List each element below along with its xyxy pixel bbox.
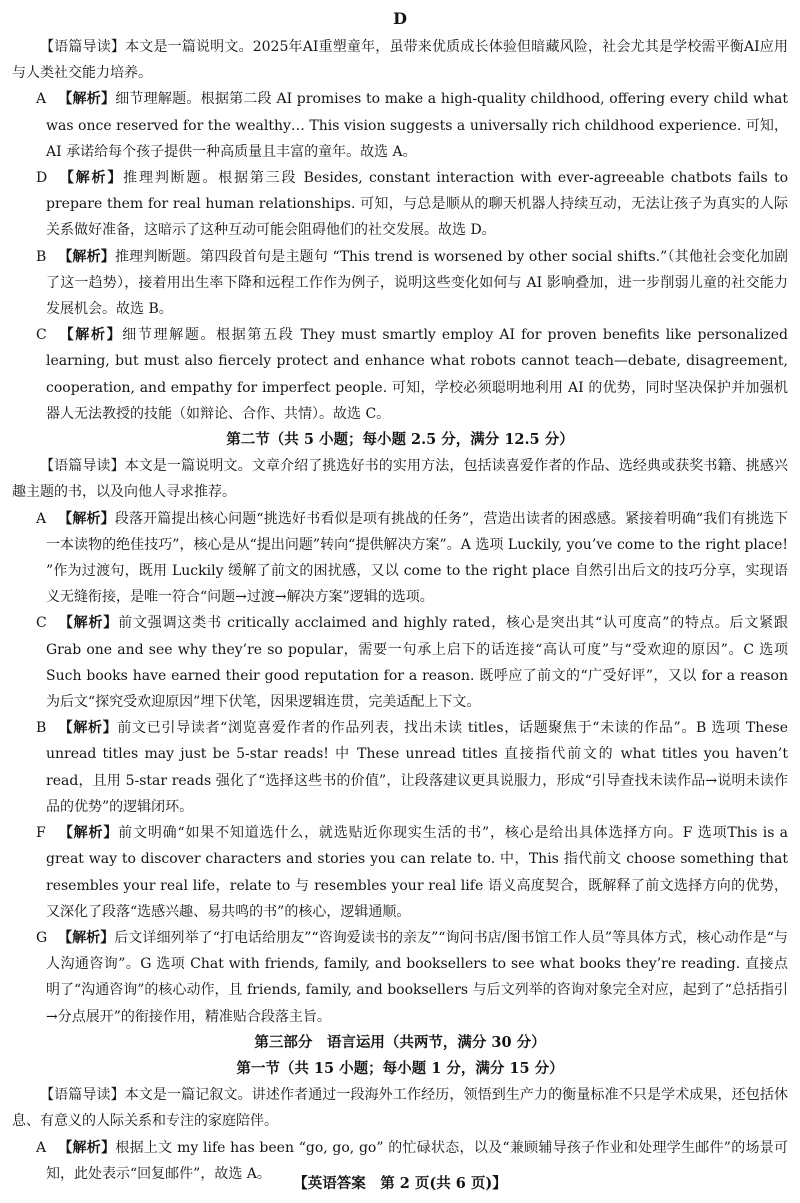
page-footer: 【英语答案 第 2 页(共 6 页)】: [293, 1174, 507, 1192]
item-answer: A: [36, 510, 47, 527]
answer-item-36: [12, 506, 788, 611]
item-tag: 【解析】: [58, 91, 116, 108]
items-s2-list: [12, 506, 788, 1030]
item-tag: 【解析】: [58, 510, 115, 527]
answer-item-40: [12, 925, 788, 1030]
item-answer: G: [36, 929, 48, 946]
section2-heading: 第二节（共 5 小题；每小题 2.5 分，满分 12.5 分）: [226, 431, 574, 449]
item-text: 细节理解题。根据第五段 They must smartly employ AI for proven benefits like personalized learning, but must also fiercely protect and enhance what robots cannot teach—debate, disagreement, cooperation, and empathy for imperfect people. 可知，学校必须聪明地利用 AI 的优势，同时坚决保护并加强机器人无法教授的技能（如辩论、合作、共情）。故选 C。: [46, 327, 789, 422]
answer-item-33: [12, 165, 788, 244]
item-answer: C: [36, 327, 47, 344]
item-tag: 【解析】: [58, 1139, 116, 1156]
item-text: 根据上文 my life has been “go, go, go” 的忙碌状态，以及“兼顾辅导孩子作业和处理学生邮件”的场景可知，此处表示“回复邮件”，故选 A。: [46, 1139, 789, 1182]
item-text: 前文已引导读者“浏览喜爱作者的作品列表，找出未读 titles，话题聚焦于“未读的作品”。B 选项 These unread titles may just be 5-star reads! 中 These unread titles 直接指代前文的 what titles you haven’t read，且用 5-star reads 强化了“选择这些书的价值”，让段落建议更具说服力，形成“引导查找未读作品→说明未读作品的优势”的逻辑闭环。: [46, 720, 789, 815]
item-answer: C: [36, 615, 47, 632]
item-answer: B: [36, 248, 47, 265]
item-text: 段落开篇提出核心问题“挑选好书看似是项有挑战的任务”，营造出读者的困惑感。紧接着明确“我们有挑选下一本读物的绝佳技巧”，核心是从“提出问题”转向“提供解决方案”。A 选项 Luckily, you’ve come to the right place! ”作为过渡句，既用 Luckily 缓解了前文的困扰感，又以 come to the right place 自然引出后文的技巧分享，实现语义无缝衔接，是唯一符合“问题→过渡→解决方案”逻辑的选项。: [46, 510, 788, 606]
item-tag: 【解析】: [58, 825, 119, 842]
part3-section1-heading: 第一节（共 15 小题；每小题 1 分，满分 15 分）: [236, 1059, 564, 1077]
item-number: [12, 1135, 36, 1161]
item-answer: D: [36, 170, 48, 187]
passage-d-intro: 【语篇导读】本文是一篇说明文。2025年AI重塑童年，虽带来优质成长体验但暗藏风险，社会尤其是学校需平衡AI应用与人类社交能力培养。: [12, 39, 788, 82]
item-tag: 【解析】: [58, 170, 124, 187]
item-text: 后文详细列举了“打电话给朋友”“咨询爱读书的亲友”“询问书店/图书馆工作人员”等具体方式，核心动作是“与人沟通咨询”。G 选项 Chat with friends, family, and booksellers to see what books they’re reading. 直接点明了“沟通咨询”的核心动作，且 friends, family, and booksellers 与后文列举的咨询对象完全对应，起到了“总括指引→分点展开”的衔接作用，精准贴合段落主旨。: [46, 929, 788, 1025]
item-number: [12, 244, 36, 270]
item-text: 推理判断题。第四段首句是主题句 “This trend is worsened by other social shifts.”（其他社会变化加剧了这一趋势），接着用出生率下降和远程工作作为例子，说明这些变化如何与 AI 影响叠加，进一步削弱儿童的社交能力发展机会。故选 B。: [46, 248, 789, 318]
answer-item-35: [12, 322, 788, 427]
part3-heading: 第三部分 语言运用（共两节，满分 30 分）: [254, 1033, 546, 1051]
items-d-list: [12, 86, 788, 427]
item-answer: F: [36, 825, 46, 842]
item-text: 细节理解题。根据第二段 AI promises to make a high-quality childhood, offering every child what was once reserved for the wealthy… This vision suggests a universally rich childhood experience. 可知，AI 承诺给每个孩子提供一种高质量且丰富的童年。故选 A。: [46, 91, 788, 160]
item-number: [12, 86, 36, 112]
item-number: [12, 322, 36, 348]
item-text: 推理判断题。根据第三段 Besides, constant interaction with ever-agreeable chatbots fails to prepare them for real human relationships. 可知，与总是顺从的聊天机器人持续互动，无法让孩子为真实的人际关系做好准备，这暗示了这种互动可能会阻碍他们的社交发展。故选 D。: [46, 170, 789, 239]
part3-intro: 【语篇导读】本文是一篇记叙文。讲述作者通过一段海外工作经历，领悟到生产力的衡量标准不只是学术成果，还包括休息、有意义的人际关系和专注的家庭陪伴。: [12, 1087, 788, 1130]
item-tag: 【解析】: [58, 615, 119, 632]
item-answer: B: [36, 720, 47, 737]
item-number: [12, 610, 36, 636]
item-text: 前文强调这类书 critically acclaimed and highly rated，核心是突出其“认可度高”的特点。后文紧跟 Grab one and see why they’re so popular，需要一句承上启下的话连接“高认可度”与“受欢迎的原因”。C 选项 Such books have earned their good reputation for a reason. 既呼应了前文的“广受好评”，又以 for a reason 为后文“探究受欢迎原因”埋下伏笔，因果逻辑连贯，完美适配上下文。: [46, 615, 788, 711]
answer-item-37: [12, 610, 788, 715]
answer-item-34: [12, 244, 788, 323]
section2-intro: 【语篇导读】本文是一篇说明文。文章介绍了挑选好书的实用方法，包括读喜爱作者的作品、选经典或获奖书籍、挑感兴趣主题的书，以及向他人寻求推荐。: [12, 458, 788, 501]
item-tag: 【解析】: [58, 327, 123, 344]
item-number: [12, 925, 36, 951]
item-number: [12, 165, 36, 191]
item-text: 前文明确“如果不知道选什么，就选贴近你现实生活的书”，核心是给出具体选择方向。F 选项This is a great way to discover characters and stories you can relate to. 中，This 指代前文 choose something that resembles your real life，relate to 与 resembles your real life 语义高度契合，既解释了前文选择方向的优势，又深化了段落“选感兴趣、易共鸣的书”的核心，逻辑通顺。: [46, 825, 789, 920]
item-answer: A: [36, 91, 47, 108]
item-tag: 【解析】: [58, 248, 115, 265]
section-letter: D: [393, 9, 407, 28]
answer-item-39: [12, 820, 788, 925]
answer-item-38: [12, 715, 788, 820]
item-number: [12, 820, 36, 846]
item-tag: 【解析】: [58, 720, 118, 737]
item-tag: 【解析】: [58, 929, 115, 946]
answer-item-32: [12, 86, 788, 165]
item-number: [12, 506, 36, 532]
item-answer: A: [36, 1139, 47, 1156]
item-number: [12, 715, 36, 741]
